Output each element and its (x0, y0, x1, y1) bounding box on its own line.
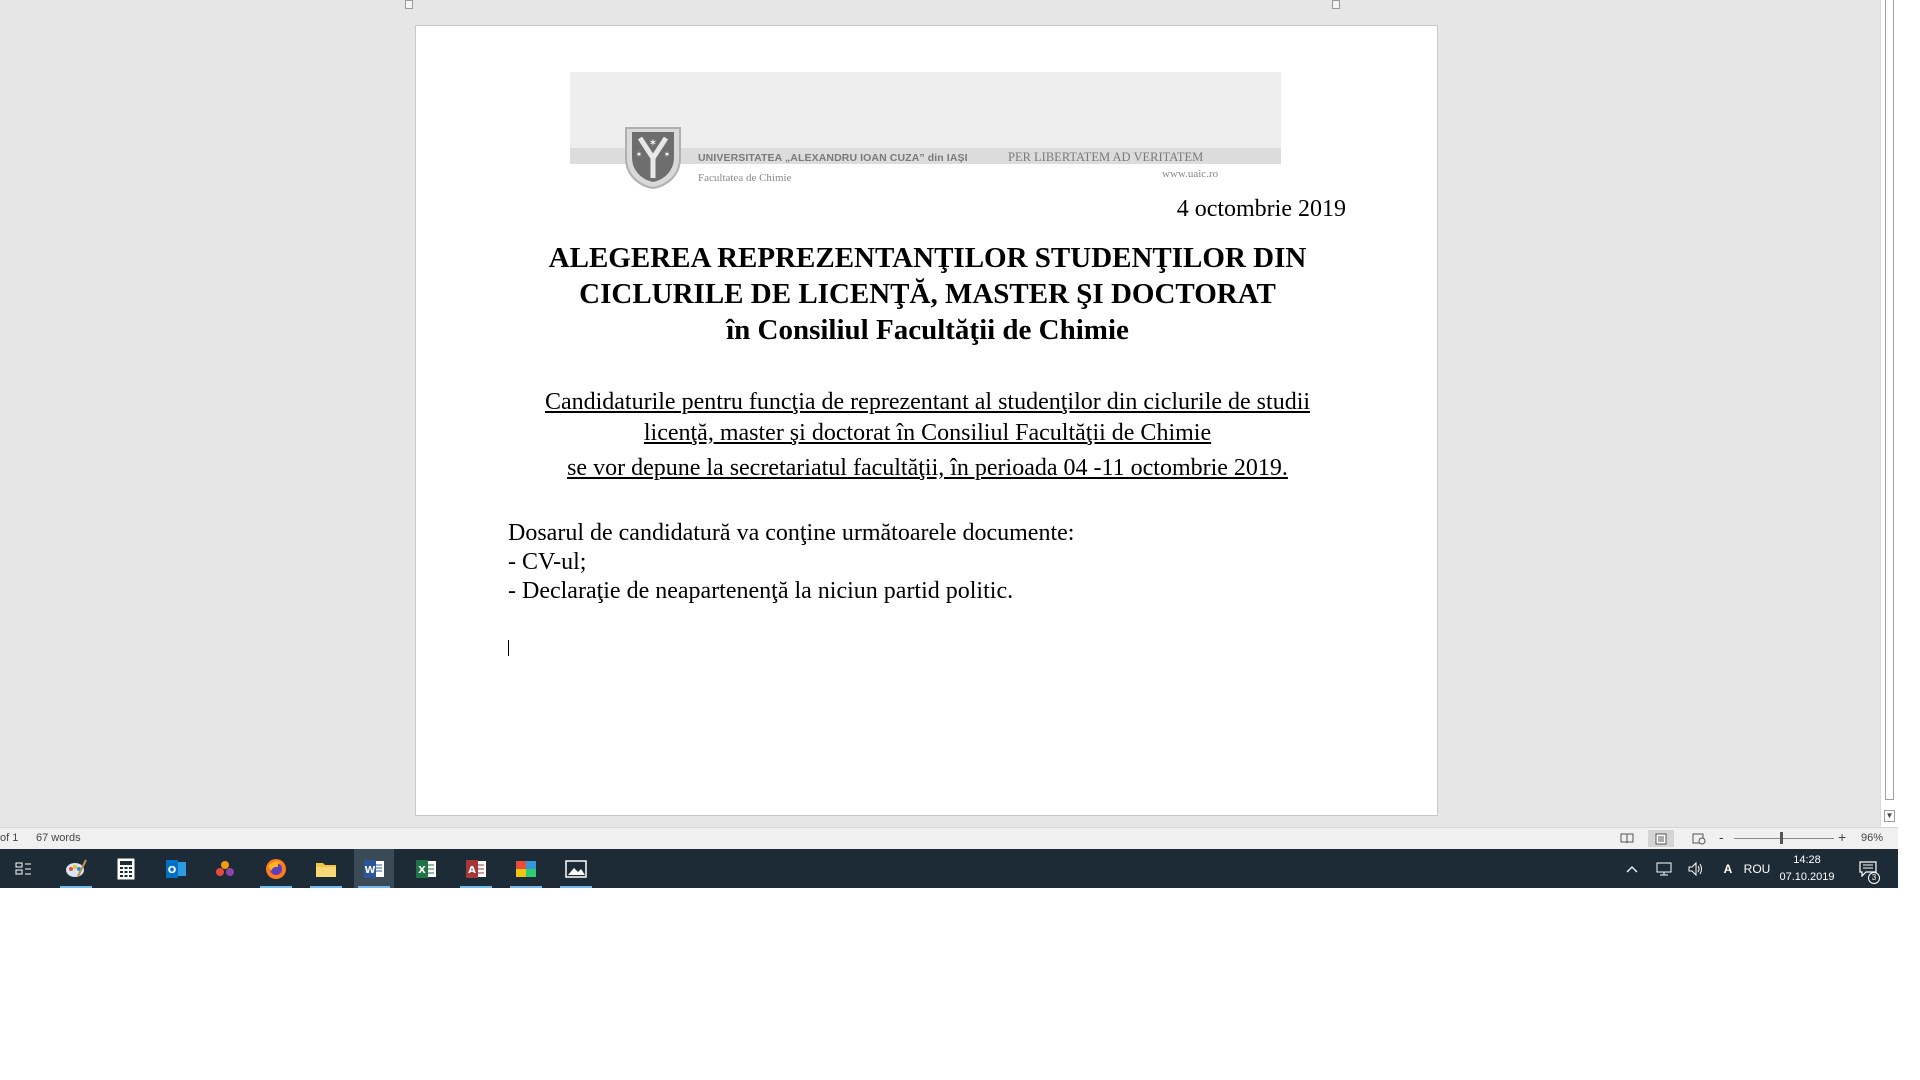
photos-icon[interactable] (556, 849, 596, 888)
svg-text:✶: ✶ (663, 150, 671, 159)
status-bar (0, 827, 1898, 849)
scrollbar-thumb[interactable] (1885, 0, 1894, 800)
svg-text:✶: ✶ (648, 138, 658, 149)
firefox-icon[interactable] (256, 849, 296, 888)
page-count[interactable]: of 1 (0, 832, 19, 844)
announcement-line: Candidaturile pentru funcţia de reprezentant al studenţilor din ciclurile de studii (544, 389, 1311, 415)
title-line: CICLURILE DE LICENŢĂ, MASTER ŞI DOCTORAT (579, 278, 1276, 310)
svg-text:O: O (167, 864, 177, 876)
zoom-slider-thumb[interactable] (1780, 832, 1783, 844)
scroll-down-arrow-icon[interactable]: ▼ (1885, 811, 1894, 820)
empty-margin-right (1898, 0, 1920, 888)
vertical-scrollbar[interactable] (1880, 0, 1898, 827)
svg-text:✶: ✶ (635, 150, 643, 159)
list-intro: Dosarul de candidatură va conţine următoarele documente: (508, 520, 1075, 546)
print-layout-view-icon[interactable] (1648, 830, 1674, 847)
zoom-in-button[interactable]: + (1838, 829, 1847, 845)
announcement (416, 387, 1439, 484)
photo-viewer-icon[interactable] (506, 849, 546, 888)
announcement-line: se vor depune la secretariatul facultăţii, în perioada 04 -11 octombrie 2019. (567, 455, 1288, 481)
document-date: 4 octombrie 2019 (1176, 196, 1346, 222)
zoom-slider[interactable] (1734, 838, 1834, 839)
svg-text:A: A (468, 864, 476, 876)
list-item: - Declaraţie de neapartenenţă la niciun partid politic. (508, 578, 1014, 604)
network-icon[interactable] (1652, 849, 1676, 888)
announcement-line: licenţă, master şi doctorat în Consiliul Facultăţii de Chimie (643, 420, 1212, 446)
documents-list (508, 519, 1074, 606)
list-item: - CV-ul; (508, 549, 587, 575)
empty-margin-bottom (0, 888, 1920, 1080)
web-layout-view-icon[interactable] (1686, 830, 1712, 847)
university-crest-logo (622, 124, 684, 190)
title-line: ALEGEREA REPREZENTANŢILOR STUDENŢILOR DIN (548, 242, 1307, 274)
document-title (416, 240, 1439, 348)
right-margin-marker[interactable] (1332, 0, 1340, 9)
outlook-icon[interactable] (156, 849, 196, 888)
letterhead-faculty: Facultatea de Chimie (698, 172, 792, 184)
taskbar (0, 849, 1898, 888)
paint-3d-icon[interactable] (205, 849, 245, 888)
clock-time: 14:28 (1793, 854, 1821, 866)
calculator-icon[interactable] (106, 849, 146, 888)
volume-icon[interactable] (1684, 849, 1708, 888)
paint-icon[interactable] (56, 849, 96, 888)
access-icon[interactable] (456, 849, 496, 888)
svg-text:X: X (418, 864, 426, 876)
zoom-level[interactable]: 96% (1861, 832, 1884, 844)
left-margin-marker[interactable] (405, 0, 413, 9)
letterhead-motto: PER LIBERTATEM AD VERITATEM (1008, 150, 1204, 164)
letterhead-university: UNIVERSITATEA „ALEXANDRU IOAN CUZA” din IAȘI (698, 152, 968, 164)
zoom-out-button[interactable]: - (1719, 829, 1724, 845)
clock-date: 07.10.2019 (1779, 871, 1835, 883)
excel-icon[interactable] (406, 849, 446, 888)
task-view-icon[interactable] (4, 849, 44, 888)
input-mode-indicator[interactable]: A (1723, 861, 1733, 876)
notification-count-badge: 3 (1868, 872, 1880, 884)
word-icon[interactable] (354, 849, 394, 888)
clock[interactable] (1772, 852, 1842, 886)
word-count[interactable]: 67 words (36, 832, 81, 844)
title-line: în Consiliul Facultăţii de Chimie (726, 314, 1129, 346)
svg-text:W: W (364, 864, 376, 876)
file-explorer-icon[interactable] (306, 849, 346, 888)
document-page[interactable] (415, 25, 1438, 816)
read-mode-view-icon[interactable] (1614, 830, 1640, 847)
show-hidden-icons-chevron-up-icon[interactable] (1620, 849, 1644, 888)
language-indicator[interactable]: ROU (1743, 861, 1771, 876)
letterhead (570, 72, 1281, 192)
letterhead-website: www.uaic.ro (1162, 168, 1219, 180)
text-cursor (508, 640, 509, 656)
